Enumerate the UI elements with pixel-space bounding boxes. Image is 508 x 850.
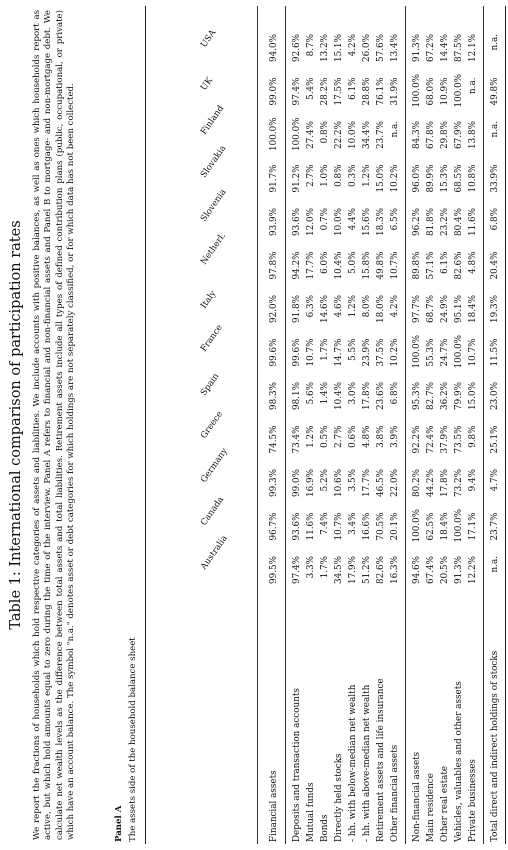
table-caption: We report the fractions of households which hold respective categories of assets and liabilities. We include accounts with positive balances, as well as ones which households report as active, but which hold amounts equal to zero during the time of the interview. Panel A refers to financial and non-financial assets and Panel B to mortgage- and non-mortgage debt. We calculate net wealth levels as the difference between total assets and total liabilities. Retirement assets include all types of defined contribution plans (public, occupational, or private) which have an account balance. The symbol "n.a." denotes asset or debt categories for which holdings are not separately classified, or for which data has not been collected.	[32, 10, 77, 840]
table-cell: 11.6%	[306, 512, 316, 541]
table-cell: 98.1%	[292, 382, 302, 410]
table-cell: 4.4%	[348, 208, 358, 231]
table-cell: 0.3%	[348, 164, 358, 187]
table-cell: 10.9%	[440, 77, 450, 106]
table-cell: 23.6%	[376, 382, 386, 410]
table-cell: 2.7%	[306, 164, 316, 187]
row-label: - hh. with below-median net wealth	[348, 684, 358, 842]
table-cell: 92.0%	[269, 295, 279, 323]
table-cell: 8.0%	[362, 295, 372, 318]
table-cell: 10.0%	[348, 121, 358, 149]
table-cell: 5.6%	[306, 382, 316, 405]
table-cell: 96.2%	[412, 208, 422, 236]
table-cell: 17.7%	[306, 251, 316, 280]
table-cell: 100.0%	[412, 334, 422, 369]
table-bottom-rule	[505, 6, 506, 844]
table-cell: 97.8%	[269, 251, 279, 280]
table-cell: 98.3%	[269, 382, 279, 410]
table-cell: 93.9%	[269, 208, 279, 236]
table-cell: 31.9%	[390, 77, 400, 106]
table-cell: 100.0%	[454, 73, 464, 108]
table-cell: 28.2%	[320, 77, 330, 106]
table-cell: 5.4%	[306, 77, 316, 100]
table-cell: 24.7%	[440, 338, 450, 367]
table-cell: 4.6%	[334, 295, 344, 318]
table-cell: 3.4%	[348, 512, 358, 535]
row-label: Main residence	[426, 773, 436, 842]
table-cell: 46.5%	[376, 469, 386, 497]
table-title: Table 1: International comparison of participation rates	[8, 220, 24, 630]
table-cell: 12.0%	[306, 208, 316, 236]
table-cell: 99.6%	[269, 338, 279, 367]
table-cell: 3.0%	[348, 382, 358, 405]
table-cell: 49.8%	[376, 251, 386, 280]
table-cell: 22.2%	[334, 121, 344, 149]
table-cell: 18.4%	[440, 512, 450, 541]
table-cell: 10.2%	[390, 338, 400, 367]
table-cell: 1.0%	[320, 164, 330, 187]
table-cell: 72.4%	[426, 425, 436, 454]
table-cell: 11.6%	[468, 208, 478, 236]
table-cell: 33.9%	[490, 164, 500, 193]
table-cell: 25.1%	[490, 425, 500, 454]
table-cell: 24.9%	[440, 295, 450, 323]
table-cell: 67.4%	[426, 556, 436, 584]
header-rule	[257, 6, 258, 844]
column-header: Slovenia	[199, 187, 229, 224]
table-cell: 3.9%	[390, 425, 400, 448]
table-cell: 95.3%	[412, 382, 422, 410]
table-cell: 12.1%	[468, 34, 478, 62]
table-cell: 91.3%	[454, 556, 464, 584]
table-cell: 12.2%	[468, 556, 478, 584]
table-cell: 1.2%	[306, 425, 316, 448]
table-cell: 0.8%	[334, 164, 344, 187]
table-cell: 99.0%	[269, 77, 279, 106]
table-cell: 34.5%	[334, 556, 344, 584]
table-cell: 6.8%	[390, 382, 400, 405]
table-cell: 1.7%	[320, 556, 330, 579]
table-cell: 80.4%	[454, 208, 464, 236]
column-header: USA	[199, 28, 219, 50]
row-label: Total direct and indirect holdings of stocks	[490, 650, 500, 842]
table-cell: 93.6%	[292, 208, 302, 236]
table-cell: 0.7%	[320, 208, 330, 231]
table-cell: 91.7%	[269, 164, 279, 193]
table-cell: 13.2%	[320, 34, 330, 62]
table-cell: 10.6%	[334, 469, 344, 497]
row-label: Non-financial assets	[412, 751, 422, 842]
column-header: Finland	[199, 103, 227, 137]
table-cell: 37.9%	[440, 425, 450, 454]
table-cell: n.a.	[490, 34, 500, 51]
column-header: France	[199, 323, 225, 355]
table-cell: 3.8%	[376, 425, 386, 448]
table-cell: 55.3%	[426, 338, 436, 367]
row-label: Vehicles, valuables and other assets	[454, 681, 464, 842]
table-cell: 17.1%	[468, 512, 478, 541]
table-cell: 17.7%	[362, 469, 372, 497]
table-cell: 4.8%	[362, 425, 372, 448]
column-header: Slovakia	[199, 144, 229, 181]
table-cell: 5.0%	[348, 251, 358, 274]
table-cell: 22.0%	[390, 469, 400, 497]
table-cell: 17.8%	[362, 382, 372, 410]
table-cell: 1.4%	[320, 382, 330, 405]
table-cell: 15.3%	[440, 164, 450, 193]
table-cell: 6.8%	[490, 208, 500, 231]
table-cell: 28.8%	[362, 77, 372, 106]
table-cell: 6.5%	[390, 208, 400, 231]
table-cell: 15.6%	[362, 208, 372, 236]
table-cell: 0.6%	[348, 425, 358, 448]
table-cell: 16.3%	[390, 556, 400, 584]
table-cell: 81.8%	[426, 208, 436, 236]
table-cell: 15.8%	[362, 251, 372, 280]
table-cell: 3.5%	[348, 469, 358, 492]
table-cell: 87.5%	[454, 34, 464, 62]
table-cell: 7.4%	[320, 512, 330, 535]
table-cell: 23.7%	[490, 512, 500, 541]
column-header: Spain	[199, 371, 222, 398]
table-cell: 15.0%	[376, 164, 386, 193]
table-cell: 94.2%	[292, 251, 302, 280]
table-cell: 10.4%	[334, 251, 344, 280]
row-label: Other real estate	[440, 765, 450, 842]
table-cell: 100.0%	[412, 73, 422, 108]
table-cell: 99.6%	[292, 338, 302, 367]
table-cell: 14.7%	[334, 338, 344, 367]
table-cell: 29.8%	[440, 121, 450, 149]
table-cell: 20.1%	[390, 512, 400, 541]
table-cell: 1.7%	[320, 338, 330, 361]
column-header: Italy	[199, 288, 219, 311]
table-cell: 1.2%	[362, 164, 372, 187]
table-cell: 26.0%	[362, 34, 372, 62]
table-cell: 92.6%	[292, 34, 302, 62]
table-cell: 57.6%	[376, 34, 386, 62]
table-cell: 18.0%	[376, 295, 386, 323]
table-cell: 44.2%	[426, 469, 436, 497]
table-cell: 91.8%	[292, 295, 302, 323]
table-cell: 68.7%	[426, 295, 436, 323]
row-label: - hh. with above-median net wealth	[362, 684, 372, 842]
row-label: Private businesses	[468, 759, 478, 842]
table-cell: 10.7%	[390, 251, 400, 280]
table-cell: 9.4%	[468, 469, 478, 492]
table-cell: 73.4%	[292, 425, 302, 454]
table-cell: 99.5%	[269, 556, 279, 584]
table-cell: 14.6%	[320, 295, 330, 323]
column-header: UK	[199, 76, 216, 94]
table-cell: 57.1%	[426, 251, 436, 280]
table-cell: 62.5%	[426, 512, 436, 541]
table-cell: 13.4%	[390, 34, 400, 62]
table-cell: 3.3%	[306, 556, 316, 579]
row-label: Bonds	[320, 814, 330, 842]
table-cell: 99.0%	[292, 469, 302, 497]
table-cell: 99.3%	[269, 469, 279, 497]
table-cell: 0.5%	[320, 425, 330, 448]
table-cell: 91.3%	[412, 34, 422, 62]
column-header: Netherl.	[199, 231, 229, 268]
table-cell: 6.0%	[320, 251, 330, 274]
table-cell: 23.9%	[362, 338, 372, 367]
table-cell: 76.1%	[376, 77, 386, 106]
table-cell: 73.5%	[454, 425, 464, 454]
table-cell: 6.1%	[440, 251, 450, 274]
table-cell: 89.9%	[426, 164, 436, 193]
table-cell: 9.8%	[468, 425, 478, 448]
table-cell: 10.8%	[468, 164, 478, 193]
row-label: Retirement assets and life insurance	[376, 678, 386, 842]
table-cell: 84.3%	[412, 121, 422, 149]
table-cell: 97.7%	[412, 295, 422, 323]
table-cell: 4.8%	[468, 251, 478, 274]
table-cell: n.a.	[390, 121, 400, 138]
section-rule	[405, 6, 406, 844]
table-cell: 1.2%	[348, 295, 358, 318]
row-label: Financial assets	[269, 770, 279, 842]
table-cell: 68.0%	[426, 77, 436, 106]
table-cell: 34.4%	[362, 121, 372, 149]
section-rule	[285, 6, 286, 844]
row-label: Other financial assets	[390, 744, 400, 842]
table-cell: 2.7%	[334, 425, 344, 448]
table-cell: 96.7%	[269, 512, 279, 541]
table-cell: 94.6%	[412, 556, 422, 584]
table-cell: 10.7%	[306, 338, 316, 367]
table-cell: 13.8%	[468, 121, 478, 149]
table-cell: 100.0%	[269, 117, 279, 151]
table-cell: 79.9%	[454, 382, 464, 410]
table-cell: 17.9%	[348, 556, 358, 584]
table-cell: 82.6%	[376, 556, 386, 584]
table-cell: 4.7%	[490, 469, 500, 492]
table-cell: 17.8%	[440, 469, 450, 497]
table-cell: 100.0%	[412, 508, 422, 543]
table-cell: 74.5%	[269, 425, 279, 454]
table-cell: 80.2%	[412, 469, 422, 497]
table-cell: 94.0%	[269, 34, 279, 62]
table-cell: 8.7%	[306, 34, 316, 57]
table-cell: 10.7%	[468, 338, 478, 367]
table-cell: 67.2%	[426, 34, 436, 62]
table-cell: 23.2%	[440, 208, 450, 236]
row-label: Deposits and transaction accounts	[292, 688, 302, 842]
table-cell: 68.5%	[454, 164, 464, 193]
table-cell: 95.1%	[454, 295, 464, 323]
table-cell: 92.2%	[412, 425, 422, 454]
table-cell: 23.7%	[376, 121, 386, 149]
table-cell: 91.2%	[292, 164, 302, 193]
column-header: Canada	[199, 495, 227, 529]
table-cell: 97.4%	[292, 77, 302, 106]
table-cell: 10.7%	[334, 512, 344, 541]
table-cell: 51.2%	[362, 556, 372, 584]
table-cell: 18.4%	[468, 295, 478, 323]
table-cell: 11.5%	[490, 338, 500, 367]
table-cell: 96.0%	[412, 164, 422, 193]
table-cell: 100.0%	[292, 117, 302, 151]
table-cell: 23.0%	[490, 382, 500, 410]
section-rule	[483, 6, 484, 844]
table-cell: 15.1%	[334, 34, 344, 62]
row-label: Mutual funds	[306, 782, 316, 842]
table-cell: 36.2%	[440, 382, 450, 410]
table-cell: 70.5%	[376, 512, 386, 541]
table-cell: 49.8%	[490, 77, 500, 106]
table-cell: 93.6%	[292, 512, 302, 541]
table-cell: 20.5%	[440, 556, 450, 584]
table-cell: 6.1%	[348, 77, 358, 100]
table-cell: 67.8%	[426, 121, 436, 149]
column-header: Greece	[199, 410, 225, 442]
table-cell: 27.4%	[306, 121, 316, 149]
table-cell: 37.5%	[376, 338, 386, 367]
table-cell: 82.7%	[426, 382, 436, 410]
table-cell: 17.5%	[334, 77, 344, 106]
table-cell: 73.2%	[454, 469, 464, 497]
table-cell: 5.5%	[348, 338, 358, 361]
table-cell: 10.0%	[334, 208, 344, 236]
table-cell: 82.6%	[454, 251, 464, 280]
table-cell: 97.4%	[292, 556, 302, 584]
table-cell: 16.6%	[362, 512, 372, 541]
column-header: Germany	[199, 446, 230, 485]
table-cell: 19.3%	[490, 295, 500, 323]
table-cell: 10.4%	[334, 382, 344, 410]
table-cell: 89.8%	[412, 251, 422, 280]
panel-subtitle: The assets side of the household balance sheet	[128, 637, 138, 842]
table-cell: n.a.	[490, 556, 500, 573]
panel-label: Panel A	[114, 805, 124, 842]
table-cell: 18.3%	[376, 208, 386, 236]
table-cell: 0.8%	[320, 121, 330, 144]
table-cell: 16.9%	[306, 469, 316, 497]
column-header: Australia	[199, 533, 230, 572]
table-cell: 4.2%	[390, 295, 400, 318]
table-cell: 10.2%	[390, 164, 400, 193]
table-cell: 4.2%	[348, 34, 358, 57]
table-cell: 15.0%	[468, 382, 478, 410]
table-cell: n.a.	[468, 77, 478, 95]
table-cell: n.a.	[490, 121, 500, 138]
table-cell: 100.0%	[454, 334, 464, 369]
row-label: Directly held stocks	[334, 753, 344, 842]
table-cell: 6.3%	[306, 295, 316, 318]
table-cell: 20.4%	[490, 251, 500, 280]
table-cell: 14.4%	[440, 34, 450, 62]
table-top-rule	[145, 6, 146, 844]
table-cell: 67.9%	[454, 121, 464, 149]
table-cell: 5.2%	[320, 469, 330, 492]
table-cell: 100.0%	[454, 508, 464, 543]
